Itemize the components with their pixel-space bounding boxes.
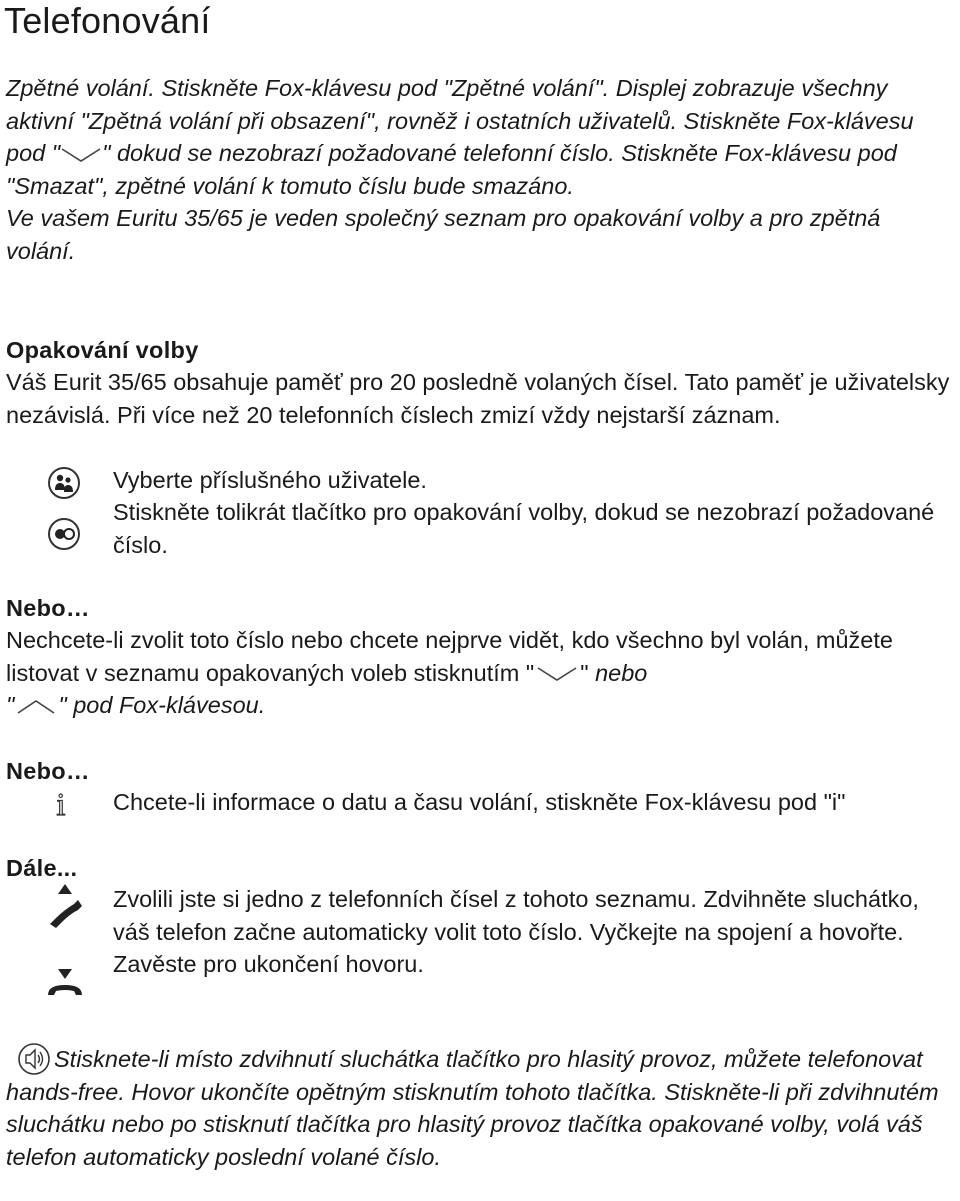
callback-text-b: " dokud se nezobrazí požadované telefonní číslo. Stiskněte Fox-klávesu pod "Smazat", zpětné volání k tomuto číslu bude smazáno.: [6, 140, 897, 199]
next-section: [6, 852, 956, 884]
redial-key-icon: [47, 517, 81, 551]
chevron-up-icon: [14, 697, 58, 717]
chevron-down-icon: [534, 664, 580, 684]
callback-section: [6, 72, 956, 267]
or-text-d: ": [6, 692, 15, 718]
next-heading: Dále...: [6, 855, 78, 881]
lift-handset-icon: [44, 882, 86, 932]
svg-text:i: i: [56, 786, 66, 820]
info-row: [113, 786, 953, 819]
hangup-text: Zavěste pro ukončení hovoru.: [113, 951, 424, 977]
redial-intro: Váš Eurit 35/65 obsahuje paměť pro 20 posledně volaných čísel. Tato paměť je uživatelsky nezávislá. Při více než 20 telefonních číslech zmizí vždy nejstarší záznam.: [6, 369, 950, 428]
redial-step-2-text: Stiskněte tolikrát tlačítko pro opakování volby, dokud se nezobrazí požadované číslo.: [113, 499, 935, 558]
callback-text-a: Zpětné volání. Stiskněte Fox-klávesu pod "Zpětné volání". Displej zobrazuje všechny aktivní "Zpětná volání při obsazení", rovněž i ostatních uživatelů. Stiskněte Fox-klávesu pod ": [6, 75, 914, 166]
or-text-a: Nechcete-li zvolit toto číslo nebo chcete nejprve vidět, kdo všechno byl volán, můžete listovat v seznamu opakovaných voleb stisknutím ": [6, 627, 893, 686]
info-text: Chcete-li informace o datu a času volání, stiskněte Fox-klávesu pod "i": [113, 789, 846, 815]
or-text-c: nebo: [595, 659, 648, 686]
pickup-text: Zvolili jste si jedno z telefonních čísel z tohoto seznamu. Zdvihněte sluchátko, váš telefon začne automaticky volit toto číslo. Vyčkejte na spojení a hovořte.: [113, 886, 919, 945]
pickup-row: [113, 883, 953, 981]
or-section-1: [6, 592, 956, 722]
user-select-icon: [47, 466, 81, 500]
or-heading-1: Nebo…: [6, 595, 90, 621]
info-icon: [50, 786, 72, 820]
page-title: Telefonování: [4, 0, 211, 41]
handsfree-section: [6, 1043, 956, 1173]
redial-section: [6, 334, 956, 431]
redial-heading: Opakování volby: [6, 337, 199, 363]
or-text-b: ": [580, 659, 589, 686]
redial-step-1-text: Vyberte příslušného uživatele.: [113, 467, 427, 493]
or-text-e: " pod Fox-klávesou.: [58, 692, 266, 718]
callback-paragraph: [6, 72, 956, 202]
or-section-2: [6, 755, 956, 787]
handsfree-text: Stisknete-li místo zdvihnutí sluchátka tlačítko pro hlasitý provoz, můžete telefonovat hands-free. Hovor ukončíte opětným stisknutím tohoto tlačítka. Stiskněte-li při zdvihnutém sluchátku nebo po stisknutí tlačítka pro hlasitý provoz tlačítka opakované volby, volá váš telefon automaticky poslední volané číslo.: [6, 1046, 939, 1170]
or-paragraph-1: [6, 624, 956, 722]
shared-list-note: Ve vašem Euritu 35/65 je veden společný seznam pro opakování volby a pro zpětná volání.: [6, 205, 881, 264]
or-heading-2: Nebo…: [6, 758, 90, 784]
chevron-down-icon: [60, 145, 102, 165]
hang-up-icon: [44, 965, 86, 1001]
redial-step-2: [113, 496, 953, 561]
redial-step-1: [113, 464, 953, 497]
